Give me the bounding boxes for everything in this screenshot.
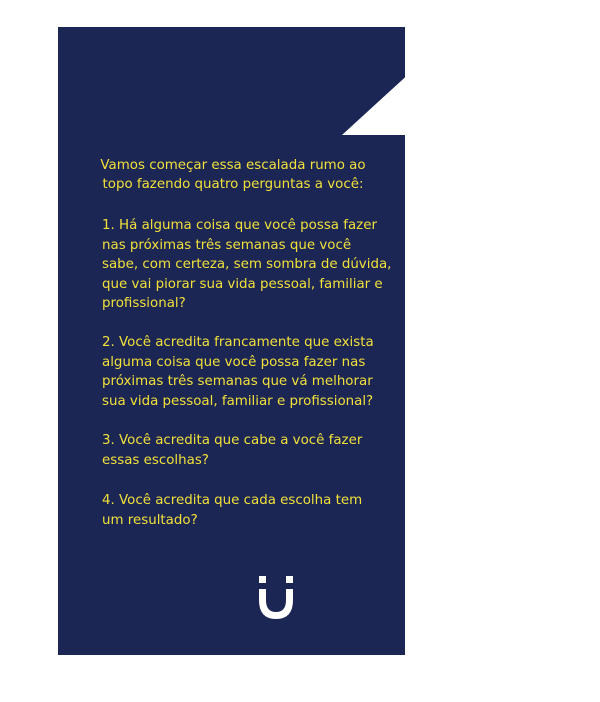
question-line: 3. Você acredita que cabe a você fazer [102,433,363,448]
page-card [58,27,405,655]
question-2 [102,333,402,411]
question-line: essas escolhas? [102,452,209,468]
question-line: 1. Há alguma coisa que você possa fazer [102,218,377,233]
question-line: 2. Você acredita francamente que exista [102,335,374,350]
intro-text [58,156,405,194]
question-line: nas próximas três semanas que você [102,237,352,253]
logo-right-eye [286,576,293,583]
question-line: que vai piorar sua vida pessoal, familiar e [102,276,383,292]
intro-line: Vamos começar essa escalada rumo ao [100,158,366,173]
question-line: alguma coisa que você possa fazer nas [102,354,366,370]
question-line: próximas três semanas que vá melhorar [102,374,373,389]
question-line: profissional? [102,296,186,311]
question-line: sabe, com certeza, sem sombra de dúvida, [102,257,392,272]
question-3 [102,431,402,470]
question-1 [102,216,402,314]
question-line: um resultado? [102,512,198,528]
intro-line: topo fazendo quatro perguntas a você: [102,177,364,192]
logo-left-eye [259,576,266,583]
card-content [58,27,405,655]
question-4 [102,491,402,530]
smile-logo-icon [257,576,297,620]
logo-smile [259,589,293,619]
question-line: sua vida pessoal, familiar e profissional? [102,393,374,409]
question-line: 4. Você acredita que cada escolha tem [102,493,363,508]
